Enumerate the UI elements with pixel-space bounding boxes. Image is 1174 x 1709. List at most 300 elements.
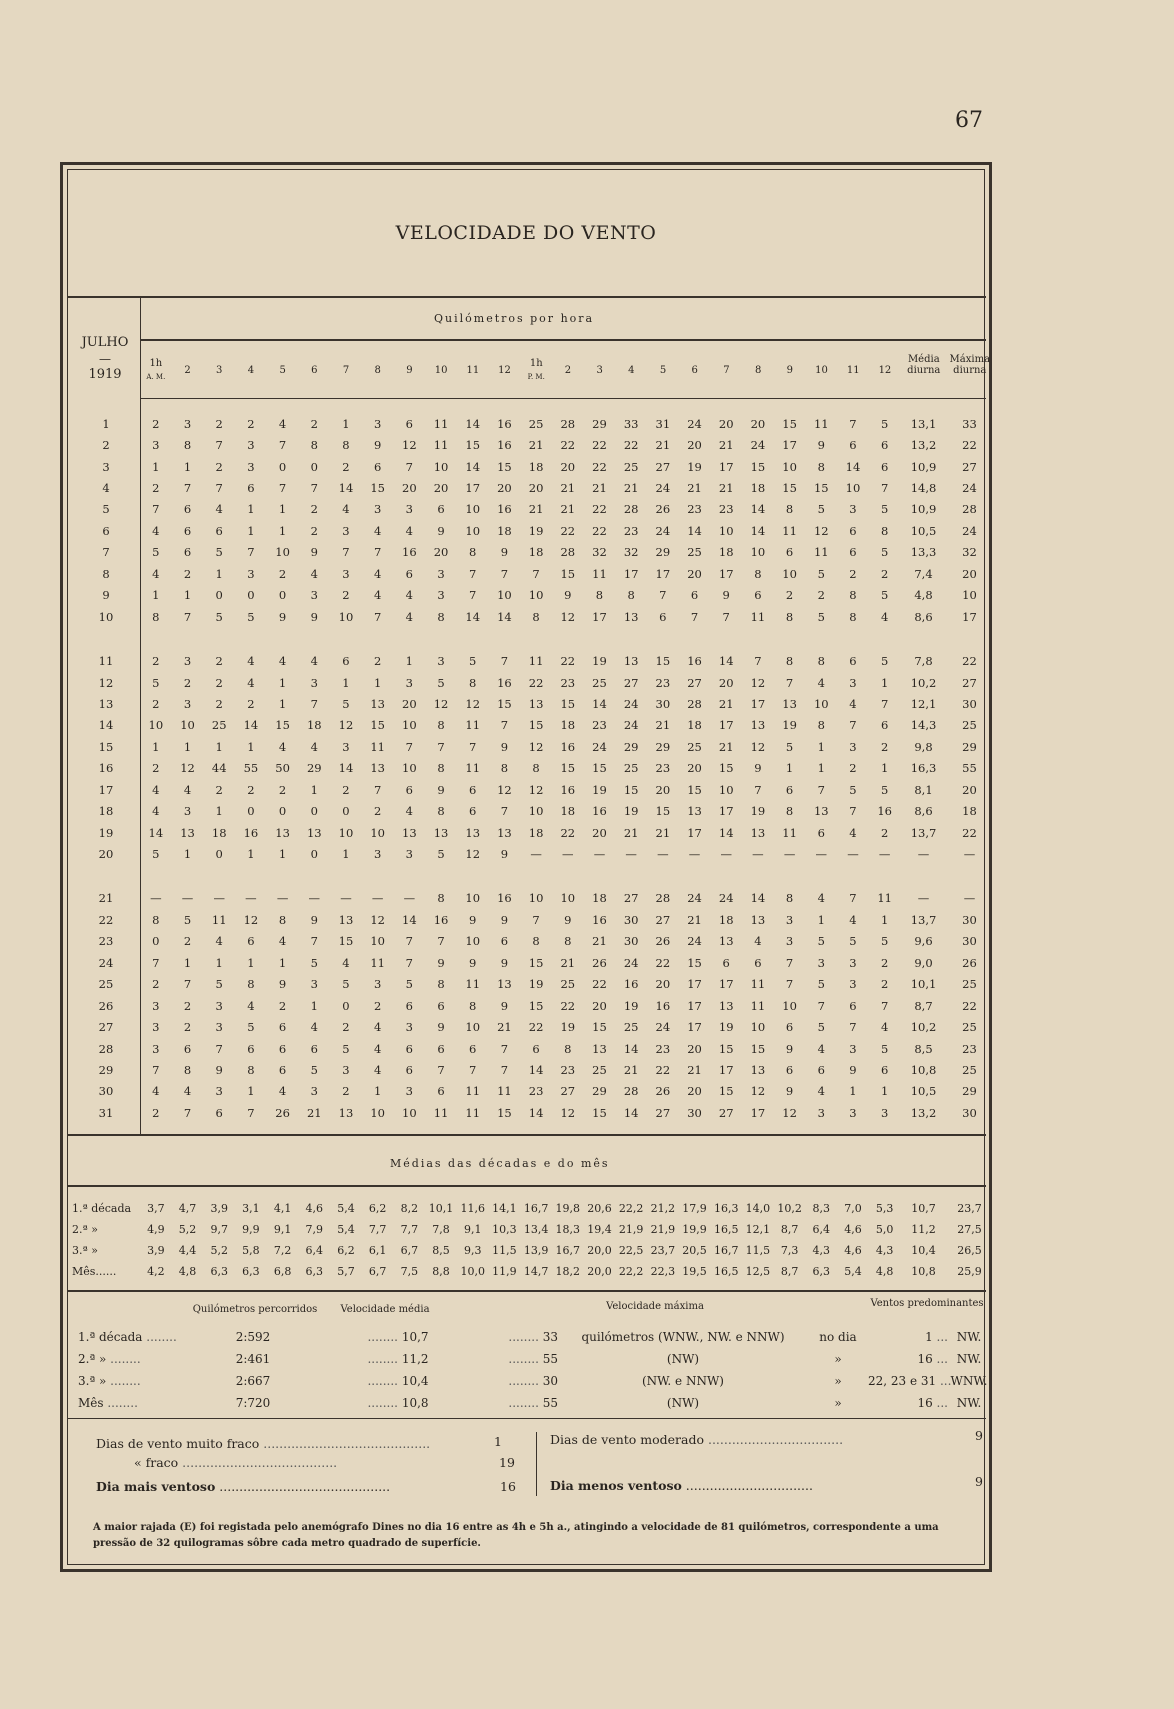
hour-value-cell: 10 [465, 934, 481, 949]
hour-value-cell: 8 [564, 934, 572, 949]
hour-value-cell: 6 [849, 438, 857, 453]
hour-value-cell: 5 [342, 1041, 350, 1056]
table-row [72, 456, 993, 477]
hour-value-cell: 12 [560, 609, 576, 624]
means-label-cell: 3.ª » [72, 1244, 98, 1257]
decade-gap [72, 865, 993, 888]
hour-value-cell: 8 [278, 912, 287, 927]
hour-value-cell: 3 [215, 1020, 223, 1035]
hour-value-cell: 4 [342, 502, 350, 517]
day-cell: 8 [102, 566, 110, 581]
hour-value-cell: 9 [754, 761, 762, 776]
hour-value-cell: 13 [338, 1105, 354, 1120]
hour-value-cell: 18 [306, 718, 322, 733]
day-cell: 4 [102, 481, 110, 496]
hour-value-cell: — [878, 847, 891, 862]
hour-value-cell: 21 [655, 718, 671, 733]
hour-value-cell: 20 [687, 438, 702, 453]
media-cell: 14,3 [910, 718, 937, 733]
means-value-cell: 22,5 [618, 1244, 644, 1257]
hour-value-cell: 24 [592, 739, 607, 754]
hour-value-cell: 1 [247, 502, 255, 517]
hour-value-cell: 8 [247, 1062, 255, 1077]
hour-value-cell: 8 [817, 718, 825, 733]
hour-value-cell: 4 [405, 609, 413, 624]
hour-value-cell: 0 [310, 804, 318, 819]
means-value-cell: 4,2 [147, 1265, 165, 1278]
hour-value-cell: 15 [528, 718, 544, 733]
hour-value-cell: 14 [750, 523, 766, 538]
day-cell: 18 [98, 804, 114, 819]
hour-value-cell: 15 [655, 804, 671, 819]
hour-value-cell: 24 [687, 891, 702, 906]
maxima-cell: 20 [962, 782, 977, 797]
hour-value-cell: 15 [655, 654, 671, 669]
hour-value-cell: 2 [373, 654, 382, 669]
means-maxima-cell: 25,9 [957, 1265, 982, 1278]
hour-value-cell: 1 [278, 502, 287, 517]
hour-value-cell: 14 [623, 1041, 639, 1056]
means-value-cell: 20,6 [587, 1202, 612, 1215]
hour-value-cell: 4 [215, 934, 223, 949]
media-cell: 10,2 [910, 675, 937, 690]
hour-value-cell: 27 [655, 912, 671, 927]
hour-value-cell: 3 [849, 502, 857, 517]
hour-value-cell: 21 [687, 912, 702, 927]
hour-value-cell: 32 [592, 545, 607, 560]
hour-value-cell: — [752, 847, 764, 862]
means-value-cell: 5,4 [337, 1202, 355, 1215]
hour-value-cell: 12 [370, 912, 385, 927]
hour-value-cell: 24 [687, 934, 702, 949]
hour-value-cell: 16 [877, 804, 892, 819]
table-row [72, 542, 993, 563]
hour-value-cell: 6 [532, 1041, 540, 1056]
summary-pred [948, 1348, 990, 1370]
hour-value-cell: 33 [623, 416, 639, 431]
hour-value-cell: 8 [785, 654, 794, 669]
summary-row [78, 1326, 990, 1348]
means-value-cell: 4,4 [178, 1244, 197, 1257]
hour-value-cell: 13 [370, 696, 385, 711]
hour-value-cell: 7 [247, 545, 255, 560]
hour-value-cell: 15 [338, 934, 354, 949]
means-value-cell: 23,7 [650, 1244, 676, 1257]
means-value-cell: 6,3 [812, 1265, 831, 1278]
hour-value-cell: 24 [687, 416, 702, 431]
hour-value-cell: 7 [880, 998, 889, 1013]
media-cell: 10,1 [910, 977, 937, 992]
hour-value-cell: 5 [342, 696, 350, 711]
summary-km-value: 2:461 [235, 1352, 271, 1366]
hour-value-cell: — [847, 847, 859, 862]
summary-max: ........ 55 [508, 1396, 558, 1410]
means-value-cell: 11,9 [492, 1265, 517, 1278]
hour-value-cell: 18 [528, 545, 544, 560]
hour-value-cell: 7 [215, 438, 223, 453]
days-moderado-label: Dias de vento moderado [550, 1432, 704, 1447]
hour-value-cell: 4 [405, 804, 413, 819]
hour-value-cell: 6 [817, 825, 825, 840]
hour-value-cell: — [562, 847, 574, 862]
hour-value-cell: 3 [310, 675, 318, 690]
hour-value-cell: 20 [718, 675, 734, 690]
media-cell: 13,3 [910, 545, 937, 560]
hour-value-cell: 18 [687, 718, 702, 733]
hour-value-cell: 2 [373, 998, 382, 1013]
hour-header-cell: 2 [564, 365, 572, 376]
hour-value-cell: 8 [532, 609, 540, 624]
hour-value-cell: 26 [592, 955, 607, 970]
summary-day-prefix [808, 1370, 868, 1392]
hour-value-cell: 3 [849, 1105, 857, 1120]
table-row [72, 1059, 993, 1080]
hour-value-cell: 20 [528, 481, 544, 496]
hour-value-cell: 21 [528, 438, 544, 453]
summary-max-value: 30 [542, 1374, 558, 1388]
hour-value-cell: 14 [750, 502, 766, 517]
means-value-cell: 10,3 [492, 1223, 517, 1236]
hour-value-cell: 3 [880, 1105, 889, 1120]
hour-value-cell: — [340, 891, 352, 906]
hour-value-cell: 11 [465, 977, 481, 992]
hour-value-cell: 6 [215, 523, 223, 538]
day-cell: 23 [98, 934, 114, 949]
hour-value-cell: 4 [310, 654, 318, 669]
media-cell: 14,8 [910, 481, 937, 496]
hour-header-cell: 6 [311, 365, 318, 376]
hour-header-cell: 9 [406, 365, 413, 376]
hour-value-cell: 27 [623, 675, 639, 690]
maxima-cell: 22 [962, 825, 977, 840]
hour-value-cell: 21 [497, 1020, 512, 1035]
hour-value-cell: 4 [373, 1041, 382, 1056]
hour-value-cell: 18 [528, 459, 544, 474]
hour-value-cell: 8 [183, 438, 192, 453]
maxima-cell: 30 [962, 696, 977, 711]
hour-value-cell: 7 [152, 1062, 160, 1077]
hour-value-cell: 21 [528, 502, 544, 517]
summary-header-dir: Ventos predominantes [870, 1298, 984, 1309]
hour-value-cell: 20 [655, 977, 671, 992]
hour-value-cell: 3 [342, 739, 350, 754]
hour-value-cell: 22 [560, 523, 576, 538]
hour-value-cell: 4 [183, 782, 192, 797]
hour-value-cell: 3 [152, 998, 160, 1013]
hour-value-cell: 15 [813, 481, 829, 496]
summary-header-km: Quilómetros percorridos [192, 1304, 318, 1315]
hour-value-cell: 28 [560, 416, 576, 431]
summary-dir [558, 1348, 808, 1370]
means-row [72, 1219, 993, 1240]
table-row [72, 1038, 993, 1059]
rule-days-bottom [68, 1134, 986, 1136]
hour-value-cell: 4 [310, 1020, 318, 1035]
hour-value-cell: 3 [342, 523, 350, 538]
hour-value-cell: 2 [342, 1084, 350, 1099]
means-media-cell: 10,8 [911, 1265, 936, 1278]
rule-top [68, 296, 986, 298]
hour-value-cell: 13 [750, 912, 766, 927]
hour-value-cell: 21 [560, 502, 576, 517]
hour-value-cell: 11 [211, 912, 227, 927]
hour-value-cell: 2 [310, 523, 318, 538]
means-value-cell: 12,5 [745, 1265, 771, 1278]
hour-value-cell: 1 [152, 739, 160, 754]
hour-value-cell: 6 [880, 459, 889, 474]
summary-dir-value: (NW. e NNW) [642, 1374, 724, 1388]
summary-day: 16 ... [917, 1396, 948, 1410]
hour-value-cell: 8 [785, 891, 794, 906]
hour-value-cell: 9 [310, 609, 318, 624]
hour-value-cell: 0 [278, 804, 287, 819]
hour-value-cell: 22 [560, 825, 576, 840]
media-cell: 10,2 [910, 1020, 937, 1035]
table-row [72, 1102, 993, 1123]
summary-dir-value: (NW) [666, 1352, 700, 1366]
hour-value-cell: 4 [152, 804, 160, 819]
hour-value-cell: 7 [437, 739, 445, 754]
means-value-cell: 6,7 [400, 1244, 419, 1257]
hour-value-cell: 7 [152, 502, 160, 517]
hour-value-cell: 7 [373, 609, 382, 624]
hour-value-cell: 9 [722, 588, 730, 603]
hour-value-cell: 23 [718, 502, 734, 517]
hour-value-cell: 2 [183, 934, 192, 949]
hour-value-cell: 28 [623, 1084, 639, 1099]
summary-header-vel: Velocidade média [340, 1304, 430, 1315]
hour-value-cell: 1 [880, 761, 889, 776]
hour-value-cell: 4 [373, 1062, 382, 1077]
hour-value-cell: 8 [152, 912, 160, 927]
hour-value-cell: 14 [338, 761, 354, 776]
hour-value-cell: 6 [785, 782, 794, 797]
means-value-cell: 11,5 [492, 1244, 517, 1257]
hour-value-cell: 3 [215, 1084, 223, 1099]
maxima-cell: 28 [962, 502, 977, 517]
summary-day-prefix-value: » [834, 1374, 842, 1388]
hour-value-cell: 2 [310, 416, 318, 431]
hour-value-cell: 6 [785, 1062, 794, 1077]
hour-value-cell: 19 [718, 1020, 734, 1035]
hour-value-cell: 6 [437, 1041, 445, 1056]
hour-value-cell: 4 [215, 502, 223, 517]
means-value-cell: 4,6 [844, 1223, 862, 1236]
dia-mais-ventoso-label: Dia mais ventoso [96, 1479, 216, 1494]
hour-value-cell: 13 [687, 804, 702, 819]
hour-value-cell: 1 [278, 696, 287, 711]
hour-value-cell: 10 [275, 545, 290, 560]
summary-max: ........ 33 [508, 1330, 558, 1344]
hour-value-cell: 2 [880, 566, 889, 581]
hour-value-cell: 21 [623, 825, 639, 840]
hour-value-cell: 12 [750, 675, 766, 690]
hour-value-cell: 19 [782, 718, 797, 733]
summary-km [168, 1348, 338, 1370]
dia-menos-ventoso-label: Dia menos ventoso [550, 1478, 682, 1493]
hour-value-cell: 4 [849, 825, 857, 840]
hour-value-cell: 14 [497, 609, 512, 624]
hour-value-cell: 3 [310, 588, 318, 603]
hour-value-cell: 7 [500, 718, 509, 733]
media-cell: 10,9 [910, 459, 937, 474]
hour-value-cell: 10 [782, 566, 797, 581]
hour-value-cell: 1 [247, 1084, 255, 1099]
hour-value-cell: 11 [813, 545, 829, 560]
hour-value-cell: 14 [465, 609, 481, 624]
hour-value-cell: 11 [370, 955, 385, 970]
hour-value-cell: 22 [592, 502, 607, 517]
means-value-cell: 10,2 [777, 1202, 802, 1215]
hour-value-cell: 6 [849, 998, 857, 1013]
hour-value-cell: 6 [817, 1062, 825, 1077]
means-row [72, 1240, 993, 1261]
means-value-cell: 4,8 [178, 1265, 197, 1278]
hour-value-cell: 2 [278, 998, 287, 1013]
hour-value-cell: 3 [817, 955, 825, 970]
hour-value-cell: 24 [718, 891, 734, 906]
means-value-cell: 22,2 [618, 1202, 644, 1215]
hour-value-cell: 21 [623, 1062, 639, 1077]
hour-value-cell: 5 [152, 545, 160, 560]
hour-value-cell: 5 [785, 739, 794, 754]
maxima-cell: 22 [962, 998, 977, 1013]
hour-value-cell: 22 [655, 955, 671, 970]
hour-value-cell: 7 [532, 912, 540, 927]
hour-value-cell: 30 [623, 934, 639, 949]
means-value-cell: 6,8 [273, 1265, 292, 1278]
summary-max-value: 33 [542, 1330, 558, 1344]
hour-value-cell: 3 [247, 438, 255, 453]
hour-value-cell: 10 [338, 609, 354, 624]
table-row [72, 585, 993, 606]
hour-value-cell: 9 [437, 955, 445, 970]
hour-value-cell: 4 [278, 654, 287, 669]
hour-value-cell: 9 [215, 1062, 223, 1077]
rule-means-top [68, 1185, 986, 1187]
hour-value-cell: 7 [469, 739, 477, 754]
hour-value-cell: 5 [817, 977, 825, 992]
hour-value-cell: 20 [687, 566, 702, 581]
means-value-cell: 6,3 [242, 1265, 260, 1278]
hour-header-cell: 4 [247, 365, 255, 376]
summary-label-value: 3.ª » [78, 1374, 107, 1388]
hour-value-cell: 24 [655, 1020, 671, 1035]
hour-value-cell: 14 [718, 825, 734, 840]
summary-km [168, 1392, 338, 1414]
hour-value-cell: 20 [433, 545, 449, 560]
means-value-cell: 13,9 [523, 1244, 549, 1257]
summary-day-prefix-value: no dia [819, 1330, 857, 1344]
day-cell: 21 [98, 891, 114, 906]
hour-value-cell: 8 [849, 588, 857, 603]
table-row [72, 413, 993, 434]
hour-value-cell: 18 [750, 481, 766, 496]
hour-value-cell: 10 [528, 804, 544, 819]
hour-value-cell: 23 [560, 1062, 576, 1077]
hour-value-cell: 5 [849, 934, 857, 949]
hour-value-cell: 4 [247, 998, 255, 1013]
hour-value-cell: 6 [183, 523, 192, 538]
hour-value-cell: 22 [560, 438, 576, 453]
hour-value-cell: 23 [687, 502, 702, 517]
means-value-cell: 21,9 [650, 1223, 676, 1236]
hour-value-cell: 21 [560, 481, 576, 496]
media-cell: — [917, 891, 930, 906]
hour-value-cell: 31 [655, 416, 671, 431]
hour-value-cell: 7 [310, 934, 318, 949]
hour-value-cell: 9 [310, 545, 318, 560]
hour-value-cell: 3 [247, 459, 255, 474]
media-cell: 9,8 [914, 739, 933, 754]
means-value-cell: 16,7 [713, 1244, 739, 1257]
hour-value-cell: 14 [243, 718, 259, 733]
summary-row [78, 1348, 990, 1370]
hour-value-cell: 14 [528, 1062, 544, 1077]
hour-value-cell: 7 [785, 955, 794, 970]
hour-value-cell: 27 [655, 459, 671, 474]
hour-value-cell: 9 [310, 912, 318, 927]
hour-value-cell: 9 [500, 847, 509, 862]
hour-value-cell: 27 [623, 891, 639, 906]
hour-header-cell: 9 [786, 365, 794, 376]
hour-value-cell: 22 [528, 1020, 544, 1035]
hour-value-cell: 3 [152, 1020, 160, 1035]
means-value-cell: 7,9 [305, 1223, 324, 1236]
means-value-cell: 7,0 [844, 1202, 862, 1215]
hour-value-cell: 21 [655, 825, 671, 840]
hour-value-cell: 4 [880, 609, 889, 624]
hour-value-cell: 0 [310, 847, 318, 862]
hour-value-cell: 23 [655, 675, 671, 690]
hour-value-cell: 8 [880, 523, 889, 538]
hour-value-cell: 6 [278, 1020, 287, 1035]
hour-value-cell: 7 [342, 545, 350, 560]
hour-value-cell: 0 [247, 804, 255, 819]
day-cell: 1 [102, 416, 110, 431]
hour-value-cell: 0 [278, 588, 287, 603]
hour-value-cell: 9 [500, 998, 509, 1013]
hour-value-cell: 9 [500, 912, 509, 927]
hour-value-cell: 20 [402, 481, 417, 496]
summary-day-value: 16 [917, 1352, 933, 1366]
table-row [72, 822, 993, 843]
hour-value-cell: 13 [433, 825, 449, 840]
day-cell: 31 [98, 1105, 114, 1120]
hour-value-cell: 1 [247, 955, 255, 970]
maxima-cell: 25 [962, 1020, 977, 1035]
hour-value-cell: 30 [687, 1105, 702, 1120]
hour-value-cell: 15 [497, 459, 512, 474]
hour-value-cell: 8 [342, 438, 350, 453]
hour-value-cell: 13 [338, 912, 354, 927]
summary-dir [558, 1392, 808, 1414]
hour-value-cell: 6 [469, 1041, 477, 1056]
means-value-cell: 9,1 [273, 1223, 292, 1236]
hour-value-cell: 7 [532, 566, 540, 581]
day-cell: 25 [98, 977, 114, 992]
maxima-cell: — [963, 847, 976, 862]
maxima-cell: 55 [962, 761, 977, 776]
hour-value-cell: 3 [405, 1020, 413, 1035]
means-value-cell: 6,1 [368, 1244, 387, 1257]
hour-value-cell: 1 [405, 654, 413, 669]
hour-value-cell: — [688, 847, 701, 862]
media-cell: 9,6 [914, 934, 933, 949]
hour-header-cell: 2 [184, 365, 191, 376]
maxima-cell: 33 [962, 416, 977, 431]
table-row [72, 952, 993, 973]
